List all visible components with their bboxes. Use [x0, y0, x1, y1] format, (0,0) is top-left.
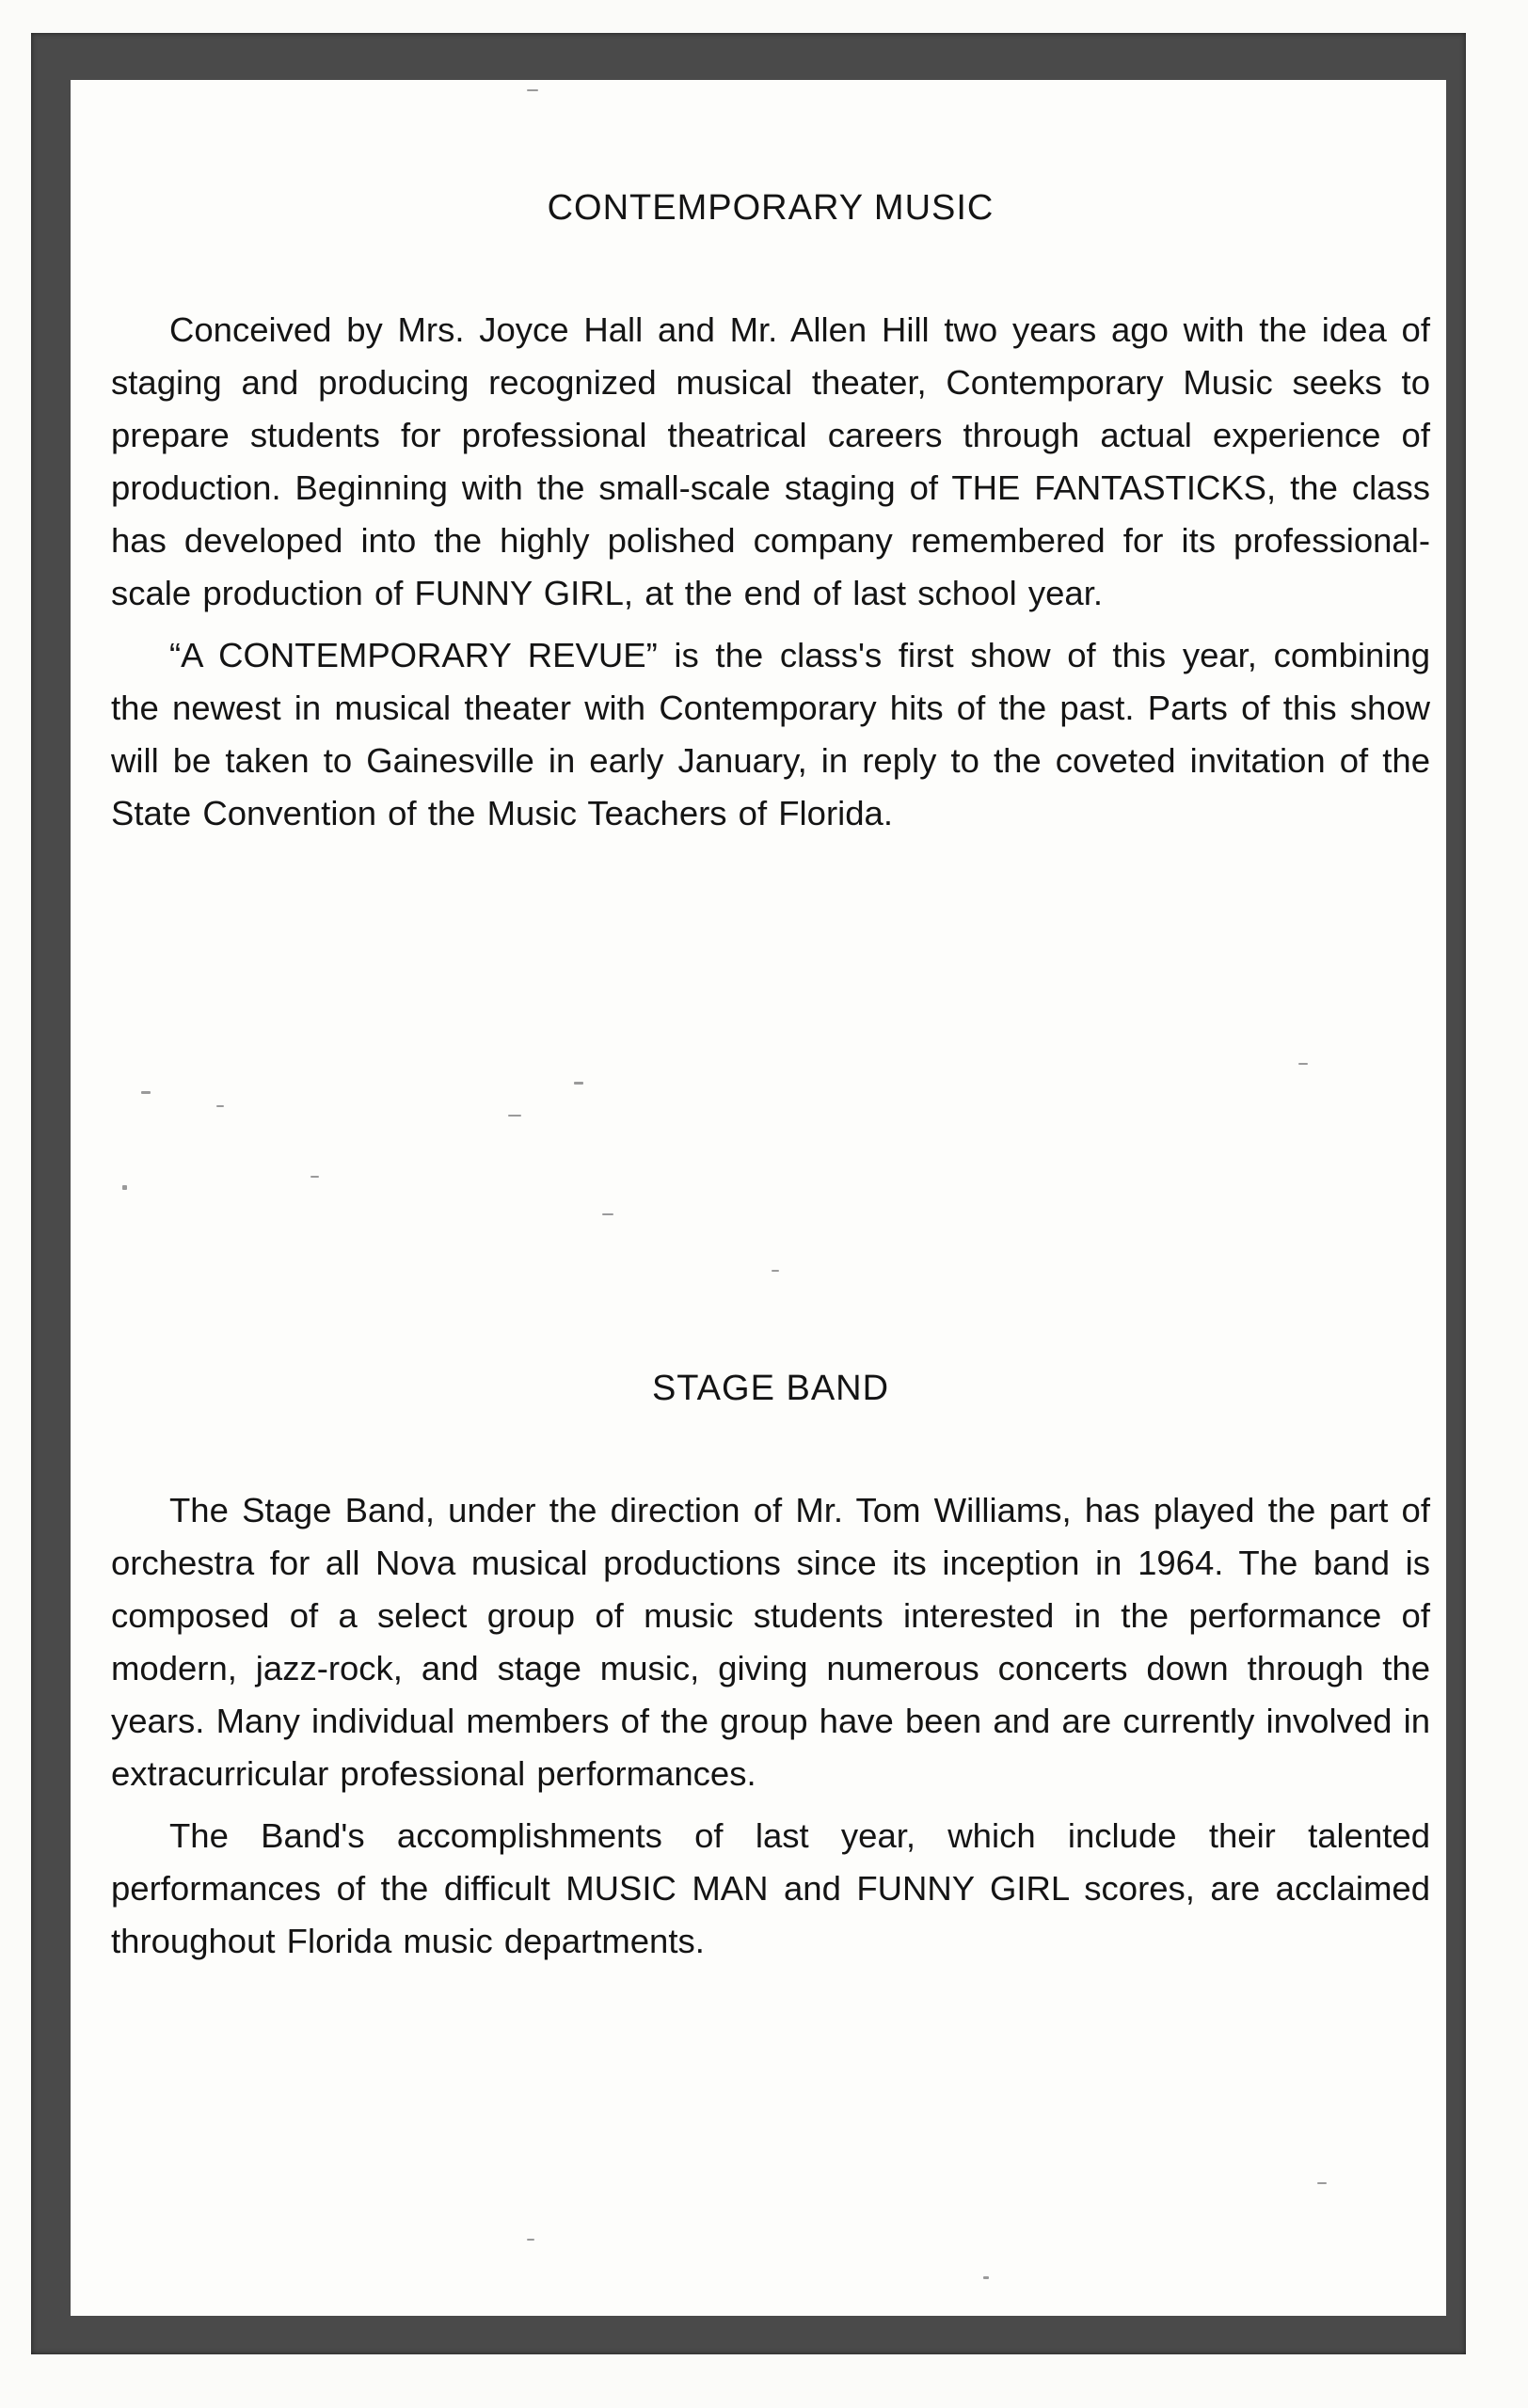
scan-speck — [527, 2239, 534, 2241]
section-heading: STAGE BAND — [651, 1369, 890, 1408]
scan-speck — [983, 2276, 989, 2279]
scan-speck — [122, 1185, 127, 1190]
scan-speck — [310, 1176, 319, 1178]
scan-speck — [141, 1091, 151, 1094]
scan-speck — [772, 1270, 779, 1272]
scan-speck — [1317, 2182, 1327, 2184]
section-heading: CONTEMPORARY MUSIC — [547, 188, 995, 228]
scan-speck — [216, 1105, 224, 1107]
scan-speck — [527, 89, 538, 91]
stage-band-section — [111, 1369, 1430, 1977]
section-paragraph: Conceived by Mrs. Joyce Hall and Mr. Allen Hill two years ago with the idea of staging and producing recognized musical theater, Contemporary Music seeks to prepare students for professional theatrical careers through actual experience of production. Beginning with the small-scale staging of THE FANTASTICKS, the class has developed into the highly polished company remembered for its professional-scale production of FUNNY GIRL, at the end of last school year. — [111, 310, 1430, 612]
section-paragraph: The Stage Band, under the direction of Mr. Tom Williams, has played the part of orchestra for all Nova musical productions since its inception in 1964. The band is composed of a select group of music students interested in the performance of modern, jazz-rock, and stage music, giving numerous concerts down through the years. Many individual members of the group have been and are currently involved in extracurricular professional performances. — [111, 1491, 1430, 1793]
scan-speck — [508, 1115, 521, 1117]
section-paragraph: “A CONTEMPORARY REVUE” is the class's first show of this year, combining the newest in musical theater with Contemporary hits of the past. Parts of this show will be taken to Gainesville in early January, in reply to the coveted invitation of the State Convention of the Music Teachers of Florida. — [111, 636, 1430, 832]
contemporary-music-section — [111, 188, 1430, 849]
section-paragraph: The Band's accomplishments of last year, which include their talented performances of the difficult MUSIC MAN and FUNNY GIRL scores, are acclaimed throughout Florida music departments. — [111, 1816, 1430, 1960]
scan-speck — [602, 1213, 613, 1215]
scan-speck — [1298, 1063, 1308, 1065]
scan-speck — [574, 1082, 583, 1085]
